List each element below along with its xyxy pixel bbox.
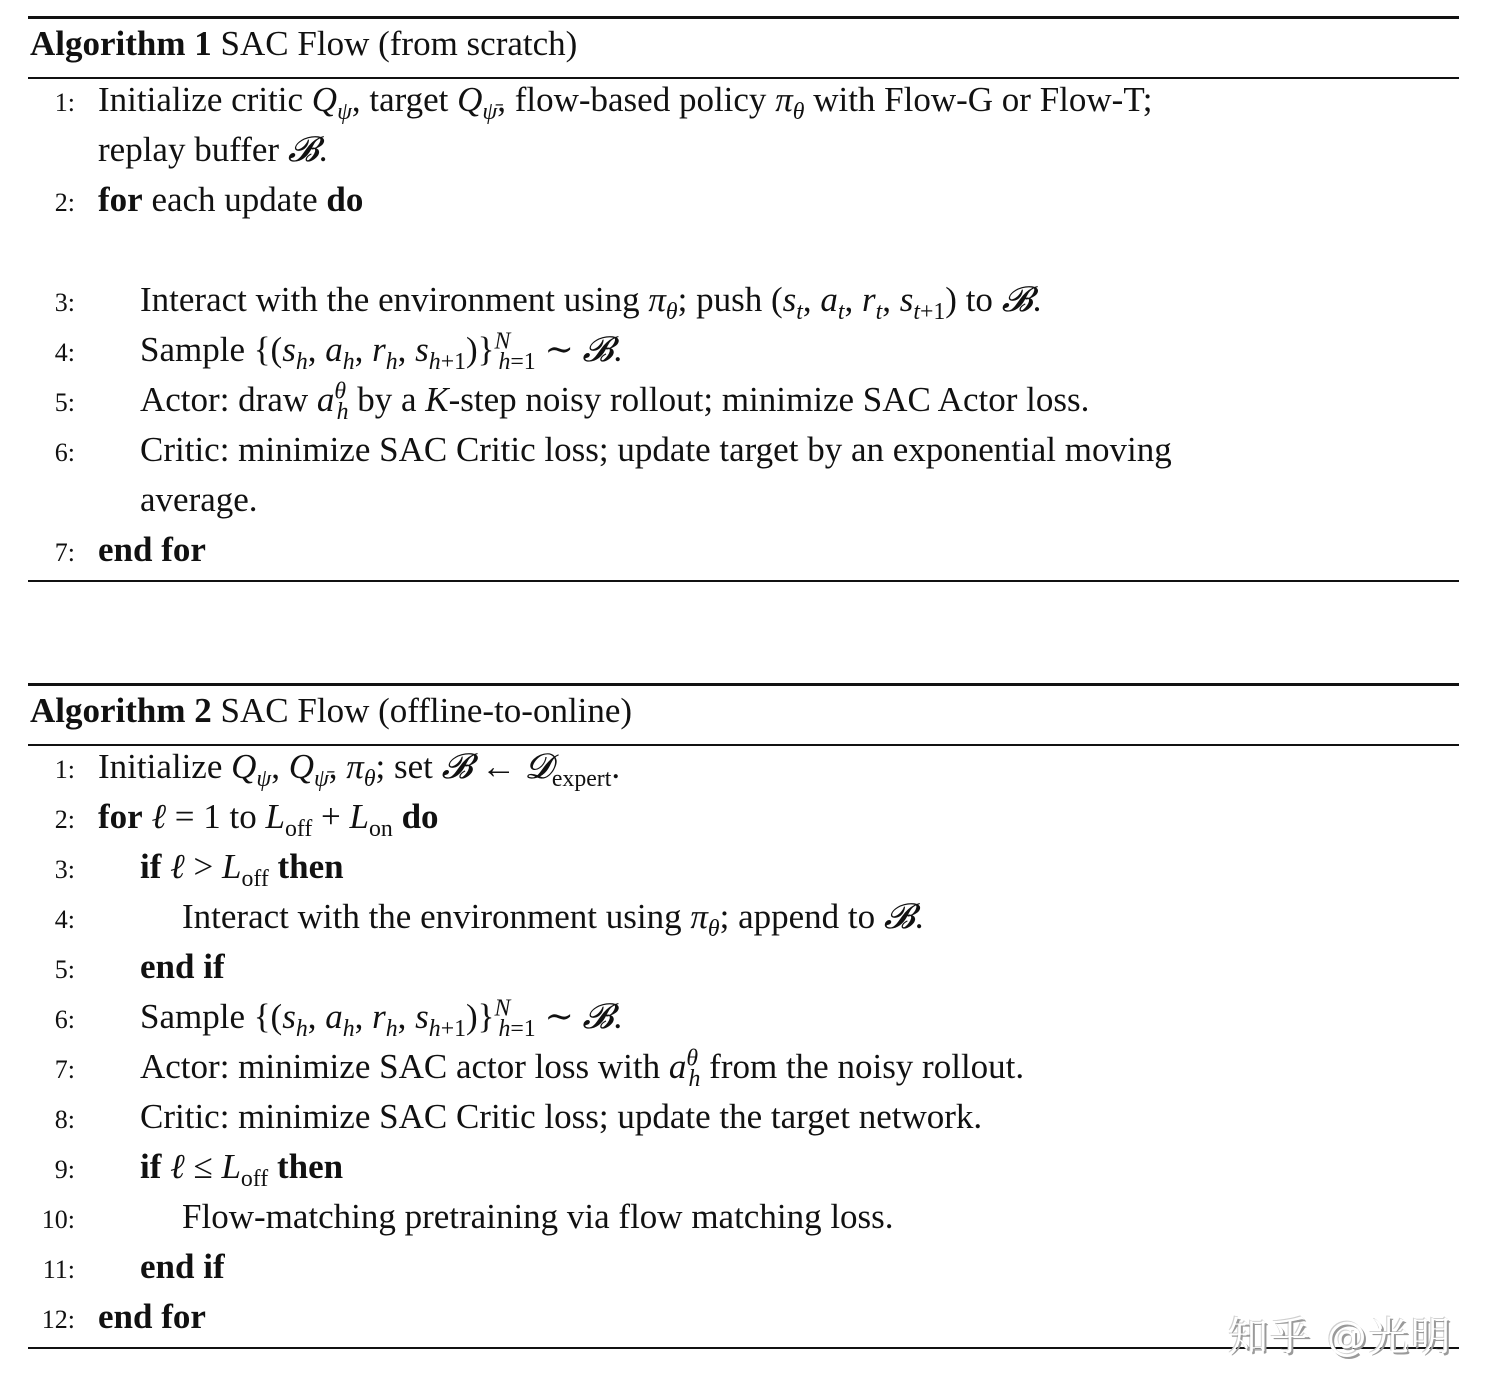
line-text: Critic: minimize SAC Critic loss; update target by an exponential moving bbox=[140, 430, 1172, 469]
line-text: Actor: draw $a^\theta_h$ by a K-step noisy rollout; minimize SAC Actor loss. bbox=[140, 378, 1090, 425]
line-text: Interact with the environment using $\pi_\theta$; append to 𝓑. bbox=[182, 897, 924, 942]
line-number: 5: bbox=[54, 388, 75, 417]
algorithm-line bbox=[28, 1047, 1459, 1097]
line-text: Actor: minimize SAC actor loss with $a^\theta_h$ from the noisy rollout. bbox=[140, 1045, 1025, 1092]
line-text: for ℓ = 1 to $L_{off} + L_{on}$ do bbox=[98, 797, 439, 842]
algorithm-caption bbox=[30, 24, 577, 64]
algorithm-line bbox=[28, 130, 1459, 180]
line-text: Interact with the environment using $\pi_\theta$; push ($s_t$, $a_t$, $r_t$, $s_{t+1}$) to 𝓑. bbox=[140, 280, 1042, 325]
line-text: end if bbox=[140, 1247, 225, 1286]
algorithm-caption bbox=[30, 691, 632, 731]
line-text: Initialize critic $Q_\psi$, target $Q_{\psī}$, flow-based policy $\pi_\theta$ with Flow-G or Flow-T; bbox=[98, 80, 1153, 125]
algorithm-line bbox=[28, 797, 1459, 847]
algorithm-line bbox=[28, 530, 1459, 580]
line-text: end for bbox=[98, 1297, 206, 1336]
line-number: 2: bbox=[54, 805, 75, 834]
line-text: Initialize $Q_\psi$, $Q_{\psī}$, $\pi_\theta$; set 𝓑 ← 𝓓$_{expert}$. bbox=[98, 747, 621, 792]
line-number: 5: bbox=[54, 955, 75, 984]
algorithm-line bbox=[28, 1097, 1459, 1147]
line-text: end for bbox=[98, 530, 206, 569]
line-number: 3: bbox=[54, 855, 75, 884]
line-text: end if bbox=[140, 947, 225, 986]
watermark: 知乎 @光明 bbox=[1228, 1314, 1453, 1360]
algorithm-line bbox=[28, 897, 1459, 947]
line-text: Sample {($s_h$, $a_h$, $r_h$, $s_{h+1})\}^N_{h=1}$ ∼ 𝓑. bbox=[140, 995, 623, 1042]
line-number: 11: bbox=[42, 1255, 75, 1284]
algorithm-line bbox=[28, 380, 1459, 430]
line-number: 6: bbox=[54, 438, 75, 467]
algorithm-title: SAC Flow (offline-to-online) bbox=[220, 691, 633, 730]
line-number: 10: bbox=[41, 1205, 75, 1234]
line-number: 3: bbox=[54, 288, 75, 317]
line-text: average. bbox=[140, 480, 258, 519]
top-rule bbox=[28, 683, 1459, 686]
line-number: 4: bbox=[54, 905, 75, 934]
algorithm-line bbox=[28, 180, 1459, 230]
caption-rule bbox=[28, 744, 1459, 746]
line-number: 12: bbox=[41, 1305, 75, 1334]
line-number: 1: bbox=[54, 755, 75, 784]
algorithm-line bbox=[28, 330, 1459, 380]
line-number: 1: bbox=[54, 88, 75, 117]
line-text: if ℓ ≤ $L_{off}$ then bbox=[140, 1147, 344, 1192]
bottom-rule bbox=[28, 580, 1459, 582]
algorithm-line bbox=[28, 747, 1459, 797]
algorithm-label: Algorithm 1 bbox=[30, 24, 212, 63]
line-number: 4: bbox=[54, 338, 75, 367]
line-number: 7: bbox=[54, 1055, 75, 1084]
algorithm-line bbox=[28, 947, 1459, 997]
algorithm-line bbox=[28, 1197, 1459, 1247]
algorithm-label: Algorithm 2 bbox=[30, 691, 212, 730]
line-number: 2: bbox=[54, 188, 75, 217]
line-text: replay buffer 𝓑. bbox=[98, 130, 328, 170]
algorithm-line bbox=[28, 280, 1459, 330]
line-text: for each update do bbox=[98, 180, 364, 219]
line-number: 6: bbox=[54, 1005, 75, 1034]
algorithm-line bbox=[28, 430, 1459, 480]
line-text: Flow-matching pretraining via flow matching loss. bbox=[182, 1197, 894, 1236]
caption-rule bbox=[28, 77, 1459, 79]
algorithm-line bbox=[28, 80, 1459, 130]
algorithm-line bbox=[28, 1147, 1459, 1197]
algorithm-line bbox=[28, 480, 1459, 530]
top-rule bbox=[28, 16, 1459, 19]
line-text: Critic: minimize SAC Critic loss; update the target network. bbox=[140, 1097, 983, 1136]
algorithm-line bbox=[28, 847, 1459, 897]
line-number: 9: bbox=[54, 1155, 75, 1184]
line-number: 7: bbox=[54, 538, 75, 567]
line-text: Sample {($s_h$, $a_h$, $r_h$, $s_{h+1})\}^N_{h=1}$ ∼ 𝓑. bbox=[140, 328, 623, 375]
line-number: 8: bbox=[54, 1105, 75, 1134]
algorithm-line bbox=[28, 997, 1459, 1047]
algorithm-title: SAC Flow (from scratch) bbox=[220, 24, 578, 63]
line-text: if ℓ > $L_{off}$ then bbox=[140, 847, 344, 892]
algorithm-line bbox=[28, 1247, 1459, 1297]
